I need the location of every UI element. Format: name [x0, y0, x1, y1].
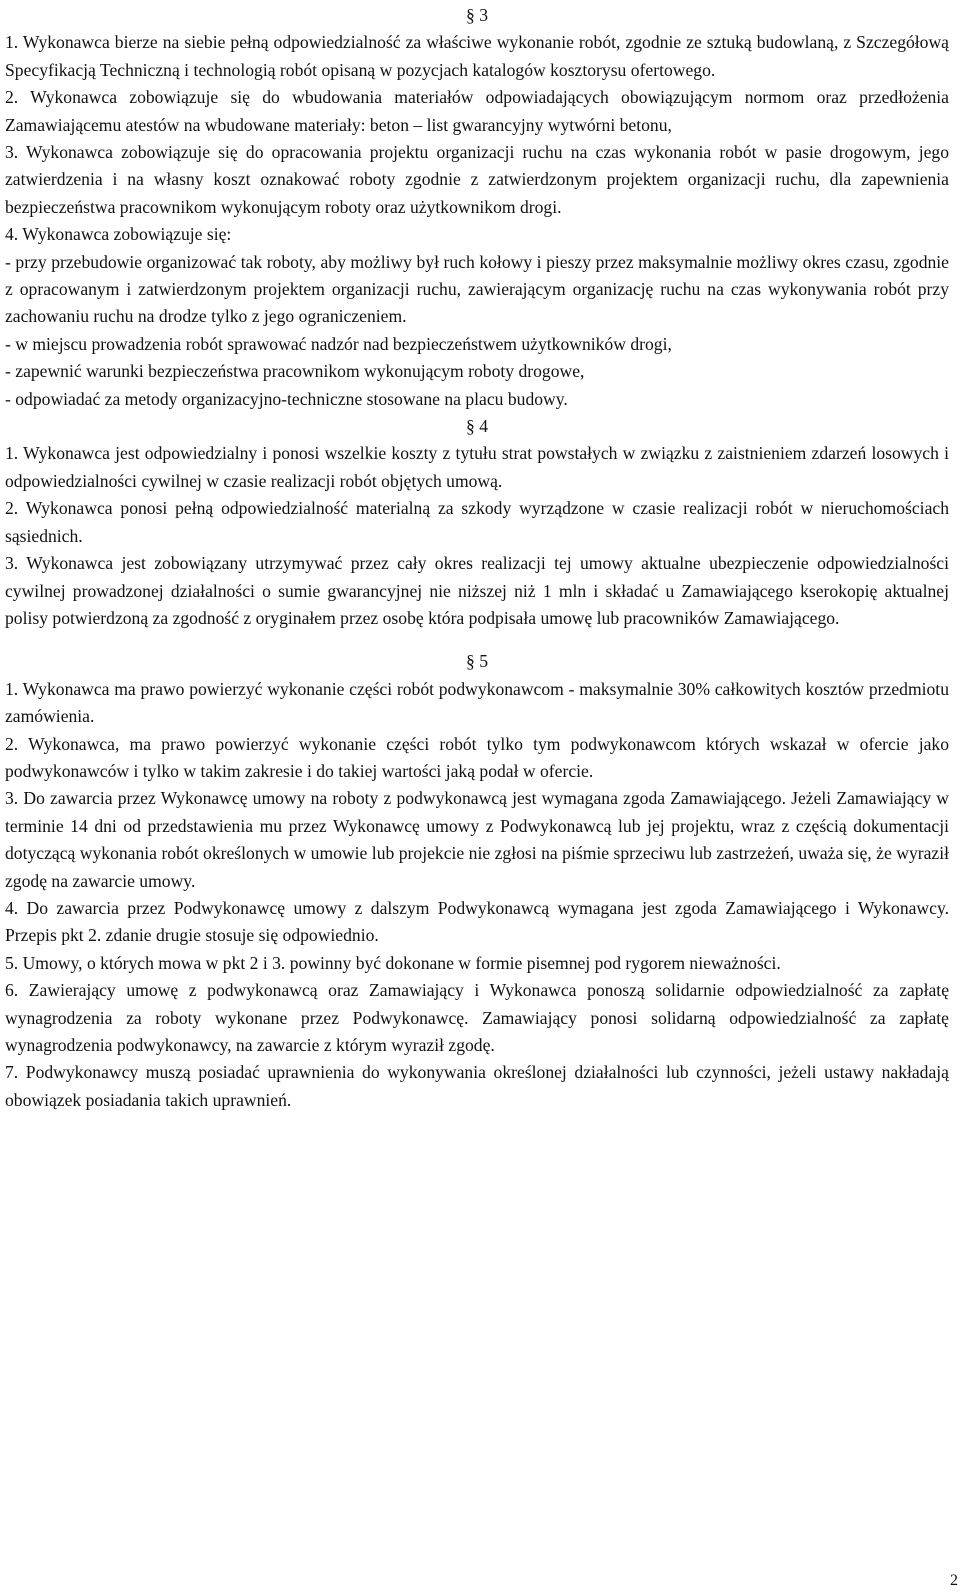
list-item: - odpowiadać za metody organizacyjno-techniczne stosowane na placu budowy.: [5, 388, 568, 409]
paragraph: 2. Wykonawca ponosi pełną odpowiedzialność materialną za szkody wyrządzone w czasie realizacji robót w nieruchomościach sąsiednich.: [5, 498, 949, 546]
page-number: 2: [950, 1572, 958, 1589]
list-item: - przy przebudowie organizować tak roboty, aby możliwy był ruch kołowy i pieszy przez maksymalnie możliwy okres czasu, zgodnie z opracowanym i zatwierdzonym projektem organizacji ruchu, zawierającym organizację ruchu na czas wykonywania robót przy zachowaniu ruchu na drodze tylko z jego ograniczeniem.: [5, 251, 949, 327]
paragraph: 1. Wykonawca bierze na siebie pełną odpowiedzialność za właściwe wykonanie robót, zgodnie ze sztuką budowlaną, z Szczegółową Specyfikacją Techniczną i technologią robót opisaną w pozycjach katalogów kosztorysu ofertowego.: [5, 32, 949, 80]
section-5: [5, 648, 949, 1114]
list-item: - w miejscu prowadzenia robót sprawować nadzór nad bezpieczeństwem użytkowników drogi,: [5, 333, 672, 354]
paragraph: 7. Podwykonawcy muszą posiadać uprawnienia do wykonywania określonej działalności lub czynności, jeżeli ustawy nakładają obowiązek posiadania takich uprawnień.: [5, 1062, 949, 1110]
paragraph: 5. Umowy, o których mowa w pkt 2 i 3. powinny być dokonane w formie pisemnej pod rygorem nieważności.: [5, 952, 781, 973]
section-heading: § 3: [466, 5, 488, 25]
paragraph: 4. Do zawarcia przez Podwykonawcę umowy z dalszym Podwykonawcą wymagana jest zgoda Zamawiającego i Wykonawcy. Przepis pkt 2. zdanie drugie stosuje się odpowiednio.: [5, 897, 949, 946]
paragraph: 6. Zawierający umowę z podwykonawcą oraz Zamawiający i Wykonawca ponoszą solidarnie odpowiedzialność za zapłatę wynagrodzenia za roboty wykonane przez Podwykonawcę. Zamawiający ponosi solidarną odpowiedzialność za zapłatę wynagrodzenia podwykonawcy, na zawarcie z którym wyraził zgodę.: [5, 980, 949, 1055]
paragraph: 4. Wykonawca zobowiązuje się:: [5, 224, 232, 245]
document-page: [5, 2, 949, 1114]
paragraph: 2. Wykonawca, ma prawo powierzyć wykonanie części robót tylko tym podwykonawcom których wskazał w ofercie jako podwykonawców i tylko w takim zakresie i do takiej wartości jaką podał w ofercie.: [5, 733, 949, 781]
paragraph: 3. Do zawarcia przez Wykonawcę umowy na roboty z podwykonawcą jest wymagana zgoda Zamawiającego. Jeżeli Zamawiający w terminie 14 dni od przedstawienia mu przez Wykonawcę umowy z Podwykonawcą lub jej projektu, wraz z częścią dokumentacji dotyczącą wykonania robót określonych w umowie lub projekcie nie zgłosi na piśmie sprzeciwu lub zastrzeżeń, uważa się, że wyraził zgodę na zawarcie umowy.: [5, 788, 949, 891]
section-heading: § 5: [466, 651, 488, 672]
paragraph: 2. Wykonawca zobowiązuje się do wbudowania materiałów odpowiadających obowiązującym normom oraz przedłożenia Zamawiającemu atestów na wbudowane materiały: beton – list gwarancyjny wytwórni betonu,: [5, 87, 949, 135]
paragraph: 1. Wykonawca jest odpowiedzialny i ponosi wszelkie koszty z tytułu strat powstałych w związku z zaistnieniem zdarzeń losowych i odpowiedzialności cywilnej w czasie realizacji robót objętych umową.: [5, 443, 949, 491]
list-item: - zapewnić warunki bezpieczeństwa pracownikom wykonującym roboty drogowe,: [5, 361, 585, 382]
paragraph: 3. Wykonawca zobowiązuje się do opracowania projektu organizacji ruchu na czas wykonania robót w pasie drogowym, jego zatwierdzenia i na własny koszt oznakować roboty zgodnie z zatwierdzonym projektem organizacji ruchu, dla zapewnienia bezpieczeństwa pracownikom wykonującym roboty oraz użytkownikom drogi.: [5, 142, 949, 217]
section-heading: § 4: [466, 416, 488, 437]
section-4: [5, 413, 949, 632]
section-3: [5, 2, 949, 413]
paragraph: 1. Wykonawca ma prawo powierzyć wykonanie części robót podwykonawcom - maksymalnie 30% całkowitych kosztów przedmiotu zamówienia.: [5, 678, 949, 727]
paragraph: 3. Wykonawca jest zobowiązany utrzymywać przez cały okres realizacji tej umowy aktualne ubezpieczenie odpowiedzialności cywilnej prowadzonej działalności o sumie gwarancyjnej nie niższej niż 1 mln i składać u Zamawiającego kserokopię aktualnej polisy potwierdzoną za zgodność z oryginałem przez osobę która podpisała umowę lub pracowników Zamawiającego.: [5, 553, 949, 628]
